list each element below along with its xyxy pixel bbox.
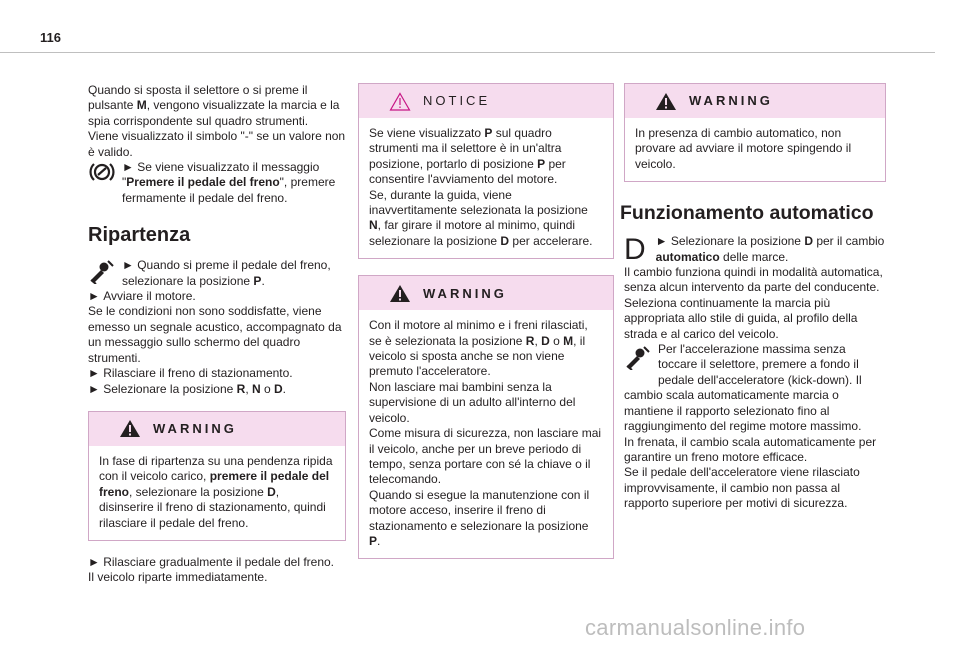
paragraph: Il veicolo riparte immediatamente. — [88, 570, 268, 585]
warning-icon — [655, 92, 677, 111]
section-heading: Ripartenza — [88, 224, 191, 247]
paragraph: In frenata, il cambio scala automaticamente per garantire un freno motore efficace. — [624, 434, 877, 464]
column-1 — [88, 83, 346, 586]
watermark: carmanualsonline.info — [585, 615, 806, 640]
paragraph: Il cambio funziona quindi in modalità automatica, senza alcun intervento da parte del conducente. — [624, 265, 883, 295]
warning-box — [88, 411, 346, 541]
warning-header — [89, 412, 345, 446]
section-heading: Funzionamento automatico — [620, 202, 874, 225]
warning-icon — [389, 284, 411, 303]
warning-text: In presenza di cambio automatico, non provare ad avviare il motore spingendo il veicolo. — [635, 126, 852, 171]
notice-text: Se viene visualizzato P sul quadro strumenti ma il selettore è in un'altra posizione, portarlo di posizione P per consentire l'avviamento del motore. Se, durante la guida, viene inavvertitamente selezionata la posizione N, far girare il motore al minimo, quindi selezionare la posizione D per accelerare. — [369, 126, 593, 248]
bullet-item: ► Selezionare la posizione R, N o D. — [88, 382, 346, 397]
warning-header — [359, 276, 613, 310]
warning-text: Con il motore al minimo e i freni rilasciati, se è selezionata la posizione R, D o M, il veicolo si sposta anche se non viene premuto l'acceleratore. Non lasciare mai bambini senza la supervisione di un adulto all'interno del veicolo. Come misura di sicurezza, non lasciare mai il veicolo, anche per un breve periodo di tempo, senza portare con sé la chiave o il telecomando. Quando si esegue la manutenzione con il motore acceso, inserire il freno di stazionamento e selezionare la posizione P. — [369, 318, 602, 548]
paragraph: Seleziona continuamente la marcia più appropriata allo stile di guida, al profilo della strada e al carico del veicolo. — [624, 295, 858, 341]
notice-header — [359, 84, 613, 118]
notice-box — [358, 83, 614, 259]
column-3 — [620, 83, 886, 512]
warning-title: WARNING — [689, 93, 773, 109]
paragraph: Quando si sposta il selettore o si preme il pulsante M, vengono visualizzate la marcia e la spia corrispondente sul quadro strumenti. — [88, 83, 340, 128]
notice-title: NOTICE — [423, 93, 491, 109]
brake-warning-icon — [88, 160, 122, 206]
bullet-item: ► Avviare il motore. — [88, 289, 346, 304]
gear-lever-icon — [88, 258, 122, 289]
bullet-item: ► Quando si preme il pedale del freno, selezionare la posizione P. — [122, 258, 346, 289]
column-2 — [358, 83, 614, 559]
step-row — [88, 258, 346, 289]
warning-box — [358, 275, 614, 559]
warning-title: WARNING — [153, 421, 237, 437]
warning-text: In fase di ripartenza su una pendenza ripida con il veicolo carico, premere il pedale del freno, selezionare la posizione D, disinserire il freno di stazionamento, quindi rilasciare il pedale del freno. — [99, 453, 333, 530]
paragraph: Viene visualizzato il simbolo "-" se un valore non è valido. — [88, 129, 346, 159]
paragraph: Per l'accelerazione massima senza toccare il selettore, premere a fondo il pedale dell'acceleratore (kick-down). Il cambio scala automaticamente marcia o mantiene il rapporto selezionato fino al raggiungimento del regime motore massimo. — [624, 342, 862, 434]
notice-icon — [389, 92, 411, 111]
paragraph: Se le condizioni non sono soddisfatte, viene emesso un segnale acustico, accompagnato da un messaggio sullo schermo del quadro strumenti. — [88, 304, 342, 365]
bullet-item: ► Selezionare la posizione D per il cambio automatico delle marce. — [624, 234, 886, 265]
warning-icon — [119, 419, 141, 438]
brake-message-row — [88, 160, 346, 206]
automatic-text — [624, 234, 886, 511]
gear-lever-icon — [624, 344, 650, 374]
warning-title: WARNING — [423, 285, 507, 301]
gear-d-icon: D — [624, 233, 646, 267]
header-rule — [0, 52, 935, 53]
bullet-item: ► Rilasciare gradualmente il pedale del freno. — [88, 555, 346, 570]
paragraph: Se il pedale dell'acceleratore viene rilasciato improvvisamente, il cambio non passa al rapporto superiore per motivi di sicurezza. — [624, 465, 860, 511]
bullet-item: ► Se viene visualizzato il messaggio "Premere il pedale del freno", premere fermamente il pedale del freno. — [122, 160, 346, 206]
bullet-item: ► Rilasciare il freno di stazionamento. — [88, 366, 346, 381]
warning-header — [625, 84, 885, 118]
warning-box — [624, 83, 886, 182]
page-number: 116 — [40, 30, 61, 45]
